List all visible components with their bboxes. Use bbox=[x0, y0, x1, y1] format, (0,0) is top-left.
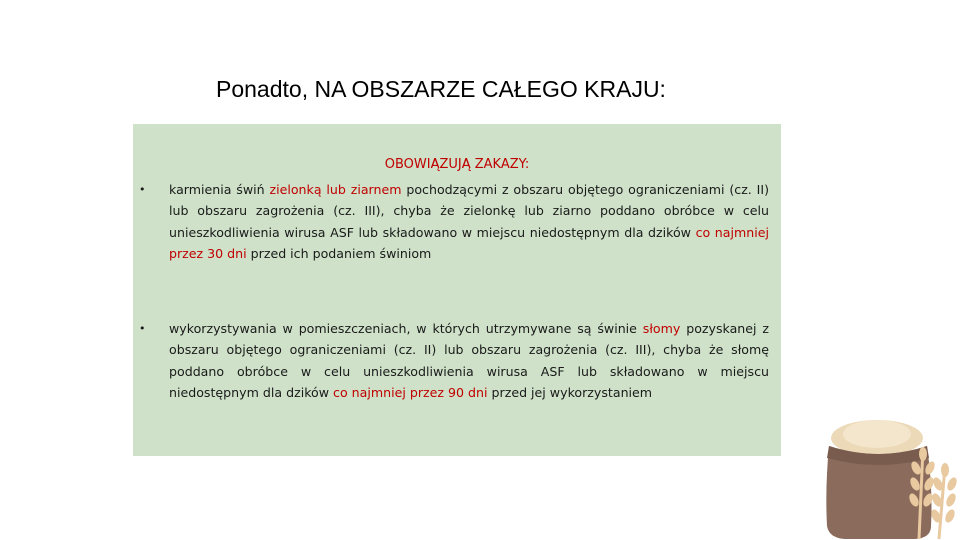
bullet: • bbox=[139, 322, 146, 335]
text-segment: karmienia świń bbox=[169, 182, 270, 197]
list-item-text bbox=[169, 179, 769, 264]
text-segment: przed ich podaniem świniom bbox=[246, 245, 432, 261]
text-segment: pozyskanej z obszaru objętego ograniczeniami (cz. II) lub obszaru zagrożenia (cz. III), chyba że słomę poddano obróbce w celu unieszkodliwienia wirusa ASF lub składowano w miejscu niedostępnym dla dzików bbox=[169, 321, 769, 400]
prohibitions-panel bbox=[133, 124, 781, 456]
list-item bbox=[139, 318, 769, 403]
text-segment: pochodzącymi z obszaru objętego ograniczeniami (cz. II) lub obszaru zagrożenia (cz. III), chyba że zielonkę lub ziarno poddano obróbce w celu unieszkodliwienia wirusa ASF lub składowano w miejscu niedostępnym dla dzików bbox=[169, 182, 769, 240]
highlight-text: co najmniej przez 30 dni bbox=[169, 224, 769, 261]
list-item bbox=[139, 179, 769, 264]
highlight-text: zielonką lub ziarnem bbox=[269, 182, 402, 197]
grain-sack-with-wheat-icon bbox=[815, 408, 960, 540]
highlight-text: co najmniej przez 90 dni bbox=[333, 384, 488, 400]
bullet: • bbox=[139, 183, 146, 196]
list-item-text bbox=[169, 318, 769, 403]
text-segment: przed jej wykorzystaniem bbox=[487, 384, 653, 400]
text-segment: wykorzystywania w pomieszczeniach, w których utrzymywane są świnie bbox=[169, 321, 643, 336]
prohibitions-heading: OBOWIĄZUJĄ ZAKAZY: bbox=[384, 157, 530, 172]
highlight-text: słomy bbox=[642, 321, 681, 336]
page-title: Ponadto, NA OBSZARZE CAŁEGO KRAJU: bbox=[216, 76, 666, 102]
